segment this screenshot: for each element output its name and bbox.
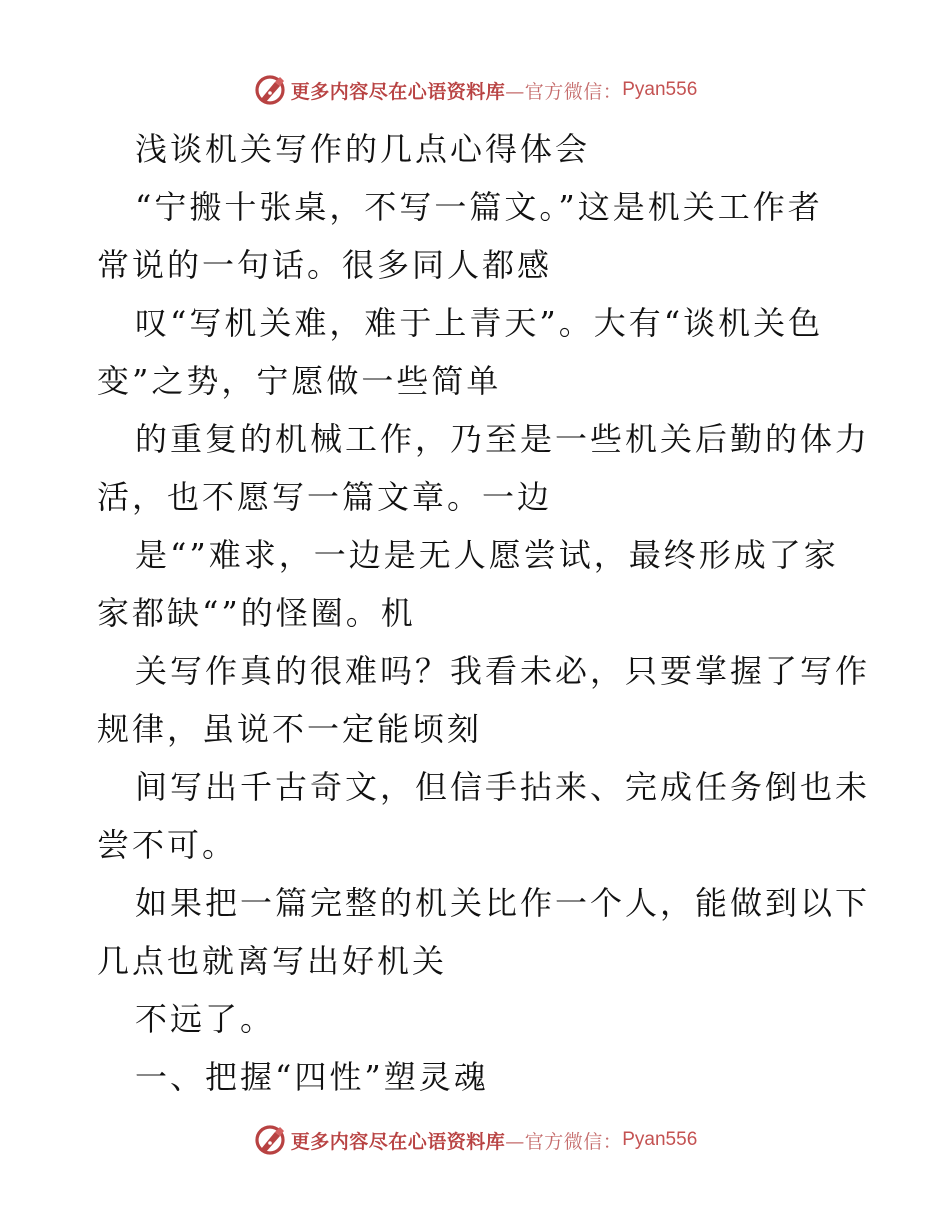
- watermark-brand-text: 更多内容尽在心语资料库: [290, 1130, 506, 1153]
- paragraph-line: 如果把一篇完整的机关比作一个人，能做到以下: [135, 884, 871, 922]
- watermark-wechat-id: Pyan556: [622, 1129, 698, 1150]
- paragraph-line: 规律，虽说不一定能顷刻: [97, 710, 483, 748]
- paragraph-line: 尝不可。: [97, 826, 238, 864]
- paragraph-line: 家都缺“”的怪圈。机: [97, 594, 416, 632]
- document-body: [97, 120, 871, 1106]
- paragraph-line: 关写作真的很难吗？我看未必，只要掌握了写作: [135, 652, 871, 690]
- paragraph-line: 间写出千古奇文，但信手拈来、完成任务倒也未: [135, 768, 871, 806]
- pen-nib-logo-icon: [253, 73, 287, 107]
- paragraph-line: 不远了。: [135, 1000, 276, 1038]
- paragraph-line: “宁搬十张桌，不写一篇文。”这是机关工作者: [135, 188, 823, 226]
- paragraph-line: 叹“写机关难，难于上青天”。大有“谈机关色: [135, 304, 824, 342]
- footer-watermark: [0, 1120, 950, 1160]
- paragraph-line: 几点也就离写出好机关: [97, 942, 448, 980]
- paragraph-line: 是“”难求，一边是无人愿尝试，最终形成了家: [135, 536, 839, 574]
- paragraph-line: 变”之势，宁愿做一些简单: [97, 362, 502, 400]
- paragraph-line: 常说的一句话。很多同人都感: [97, 246, 553, 284]
- header-watermark: [0, 70, 950, 110]
- watermark-separator-text: —官方微信：: [505, 1130, 623, 1153]
- paragraph-line: 活，也不愿写一篇文章。一边: [97, 478, 553, 516]
- document-title: 浅谈机关写作的几点心得体会: [135, 130, 591, 168]
- pen-nib-logo-icon: [253, 1123, 287, 1157]
- section-heading: 一、把握“四性”塑灵魂: [135, 1058, 489, 1096]
- watermark-wechat-id: Pyan556: [622, 79, 698, 100]
- watermark-brand-text: 更多内容尽在心语资料库: [290, 80, 506, 103]
- watermark-separator-text: —官方微信：: [505, 80, 623, 103]
- paragraph-line: 的重复的机械工作，乃至是一些机关后勤的体力: [135, 420, 871, 458]
